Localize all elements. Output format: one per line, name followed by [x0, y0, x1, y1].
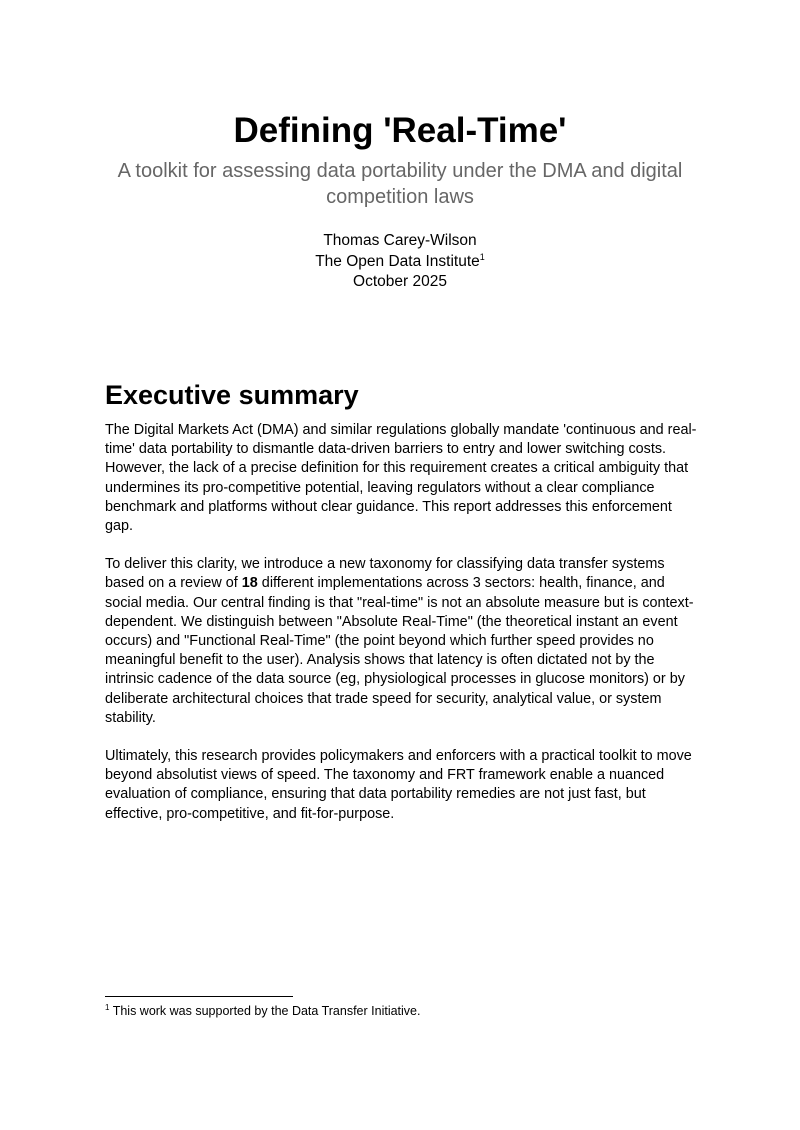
footnote-divider	[105, 996, 293, 997]
publication-date: October 2025	[353, 273, 447, 290]
document-subtitle: A toolkit for assessing data portability under the DMA and digital competition laws	[117, 160, 683, 208]
author-organization	[0, 252, 800, 273]
section-heading-executive-summary: Executive summary	[105, 380, 359, 410]
paragraph-2-bold-count: 18	[241, 575, 258, 592]
executive-summary-body	[105, 421, 700, 843]
footnote-marker: 1	[105, 1002, 110, 1012]
author-name: Thomas Carey-Wilson	[323, 232, 477, 249]
footnote-text: This work was supported by the Data Transfer Initiative.	[109, 1004, 421, 1018]
paragraph-2-text-end: different implementations across 3 sectors: health, finance, and social media. Our central finding is that "real-time" is not an absolute measure but is context-dependent. We distinguish between "Absolute Real-Time" (the theoretical instant an event occurs) and "Functional Real-Time" (the point beyond which further speed provides no meaningful benefit to the user). Analysis shows that latency is often dictated not by the intrinsic cadence of the data source (eg, physiological processes in glucose monitors) or by deliberate architectural choices that trade speed for security, analytical value, or system stability.	[105, 575, 694, 726]
document-title: Defining 'Real-Time'	[233, 111, 567, 150]
organization-name: The Open Data Institute	[315, 252, 480, 270]
summary-paragraph-1: The Digital Markets Act (DMA) and similar regulations globally mandate 'continuous and real-time' data portability to dismantle data-driven barriers to entry and lower switching costs. However, the lack of a precise definition for this requirement creates a critical ambiguity that undermines its pro-competitive potential, leaving regulators without a clear compliance benchmark and platforms without clear guidance. This report addresses this enforcement gap.	[105, 422, 697, 535]
footnote-reference[interactable]: 1	[479, 251, 485, 262]
paragraph-2-text-start: To deliver this clarity, we introduce a new taxonomy for classifying data transfer systems based on a review of	[105, 556, 665, 592]
document-meta	[0, 231, 800, 293]
summary-paragraph-3: Ultimately, this research provides policymakers and enforcers with a practical toolkit to move beyond absolutist views of speed. The taxonomy and FRT framework enable a nuanced evaluation of compliance, ensuring that data portability remedies are not just fast, but effective, pro-competitive, and fit-for-purpose.	[105, 748, 692, 822]
summary-paragraph-2	[105, 555, 700, 728]
footnote	[105, 1003, 705, 1020]
